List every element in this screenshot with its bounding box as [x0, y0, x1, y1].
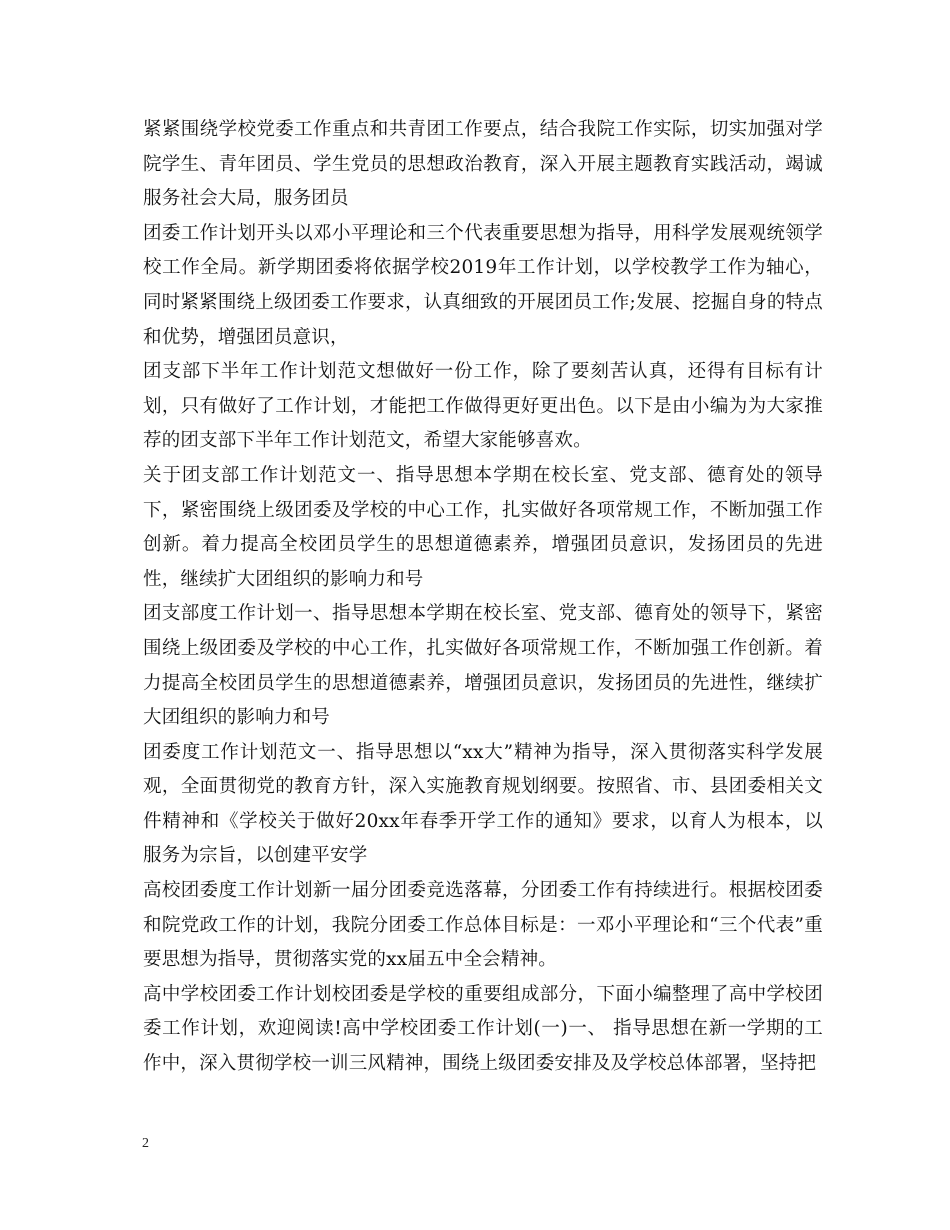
- paragraph-3: 团支部下半年工作计划范文想做好一份工作，除了要刻苦认真，还得有目标有计划，只有做好了工作计划，才能把工作做得更好更出色。以下是由小编为为大家推荐的团支部下半年工作计划范文，希望大家能够喜欢。: [143, 361, 823, 452]
- paragraph-6: 团委度工作计划范文一、指导思想以“xx大”精神为指导，深入贯彻落实科学发展观，全面贯彻党的教育方针，深入实施教育规划纲要。按照省、市、县团委相关文件精神和《学校关于做好20xx年春季开学工作的通知》要求，以育人为根本，以服务为宗旨，以创建平安学: [143, 741, 823, 867]
- paragraph-8: 高中学校团委工作计划校团委是学校的重要组成部分，下面小编整理了高中学校团委工作计划，欢迎阅读!高中学校团委工作计划(一)一、 指导思想在新一学期的工作中，深入贯彻学校一训三风精神，围绕上级团委安排及及学校总体部署，坚持把: [143, 983, 823, 1075]
- document-body: [143, 113, 823, 1082]
- paragraph-2: 团委工作计划开头以邓小平理论和三个代表重要思想为指导，用科学发展观统领学校工作全局。新学期团委将依据学校2019年工作计划，以学校教学工作为轴心，同时紧紧围绕上级团委工作要求，认真细致的开展团员工作;发展、挖掘自身的特点和优势，增强团员意识，: [143, 222, 823, 348]
- paragraph-1: 紧紧围绕学校党委工作重点和共青团工作要点，结合我院工作实际，切实加强对学院学生、青年团员、学生党员的思想政治教育，深入开展主题教育实践活动，竭诚服务社会大局，服务团员: [143, 119, 823, 210]
- paragraph-4: 关于团支部工作计划范文一、指导思想本学期在校长室、党支部、德育处的领导下，紧密围绕上级团委及学校的中心工作，扎实做好各项常规工作，不断加强工作创新。着力提高全校团员学生的思想道德素养，增强团员意识，发扬团员的先进性，继续扩大团组织的影响力和号: [143, 464, 823, 590]
- paragraph-5: 团支部度工作计划一、指导思想本学期在校长室、党支部、德育处的领导下，紧密围绕上级团委及学校的中心工作，扎实做好各项常规工作，不断加强工作创新。着力提高全校团员学生的思想道德素养，增强团员意识，发扬团员的先进性，继续扩大团组织的影响力和号: [143, 603, 823, 729]
- page-number: 2: [142, 1136, 149, 1151]
- paragraph-7: 高校团委度工作计划新一届分团委竞选落幕，分团委工作有持续进行。根据校团委和院党政工作的计划，我院分团委工作总体目标是：一邓小平理论和“三个代表”重要思想为指导，贯彻落实党的xx届五中全会精神。: [143, 880, 823, 971]
